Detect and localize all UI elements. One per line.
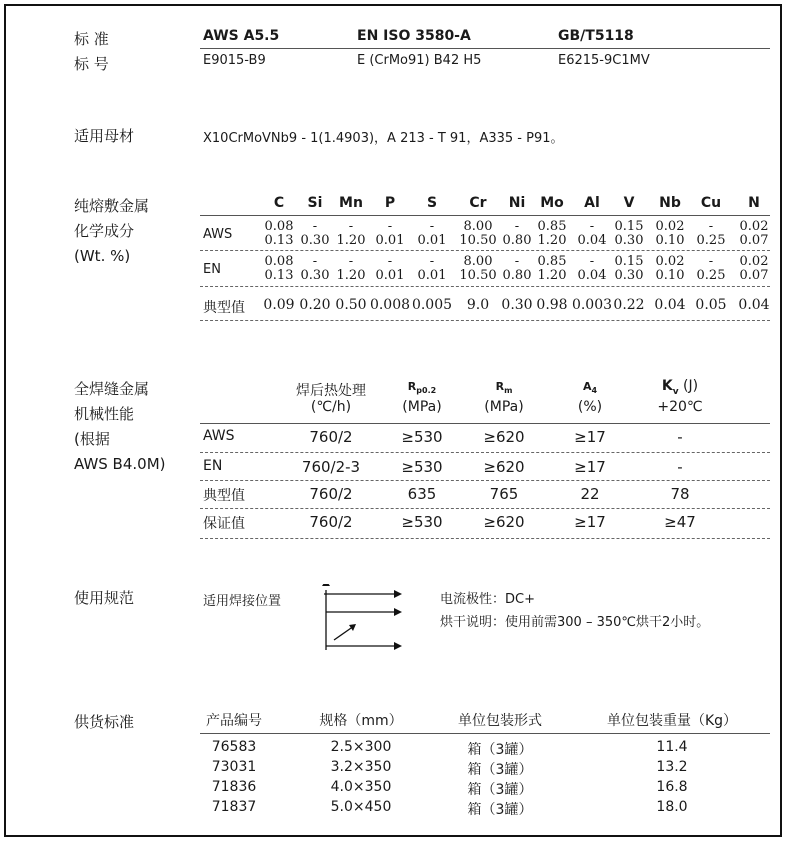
chem-cell-min: 0.02 <box>655 219 685 234</box>
chem-cell-max: 0.01 <box>375 268 405 283</box>
chem-divider <box>200 286 770 287</box>
mech-label-line4: AWS B4.0M) <box>74 455 166 473</box>
polarity-text: 电流极性：DC+ <box>440 592 535 607</box>
standards-divider <box>200 48 770 49</box>
mech-row-label: 典型值 <box>203 488 245 504</box>
chem-cell-max: 0.80 <box>502 268 532 283</box>
mech-row-label: AWS <box>203 428 235 444</box>
supply-divider <box>200 733 770 734</box>
mech-header-unit: (MPa) <box>484 399 524 415</box>
chem-cell-typical: 0.98 <box>536 297 568 313</box>
chem-cell-min: 0.15 <box>614 254 644 269</box>
standards-label-line1: 标 准 <box>74 30 109 48</box>
chem-cell-min: - <box>589 254 595 269</box>
chem-cell-min: 8.00 <box>463 219 493 234</box>
mech-header-unit: (%) <box>577 399 603 415</box>
chem-cell-max: 0.30 <box>614 233 644 248</box>
chem-header-cell: Mo <box>540 195 564 211</box>
supply-cell: 4.0×350 <box>330 779 392 795</box>
mech-cell: ≥47 <box>664 513 696 531</box>
chem-cell-max: 0.25 <box>696 233 726 248</box>
chem-cell-min: - <box>429 254 435 269</box>
welding-position-icon <box>318 584 404 656</box>
supply-cell: 5.0×450 <box>330 799 392 815</box>
chem-cell-max: 0.25 <box>696 268 726 283</box>
chem-cell-max: 0.13 <box>264 233 294 248</box>
chem-cell-typical: 0.04 <box>654 297 686 313</box>
standards-label-line2: 标 号 <box>74 55 109 73</box>
supply-cell: 3.2×350 <box>330 759 392 775</box>
supply-cell: 76583 <box>211 739 257 755</box>
mech-header-unit: (℃/h) <box>310 399 352 415</box>
supply-cell: 71836 <box>211 779 257 795</box>
supply-header-cell: 规格（mm） <box>319 713 403 729</box>
mech-divider <box>200 452 770 453</box>
chem-cell-min: - <box>387 219 393 234</box>
chem-header-cell: Nb <box>659 195 681 211</box>
chem-cell-max: 0.30 <box>300 233 330 248</box>
mech-cell: 760/2 <box>309 485 353 503</box>
chem-header-cell: P <box>384 195 396 211</box>
chem-cell-min: 0.02 <box>739 219 769 234</box>
mech-label-line3: (根据 <box>74 430 110 448</box>
chem-label-line1: 纯熔敷金属 <box>74 197 150 215</box>
mech-divider <box>200 480 770 481</box>
chem-cell-min: - <box>312 219 318 234</box>
mech-divider <box>200 508 770 509</box>
chem-cell-max: 1.20 <box>537 233 567 248</box>
chem-row-label: 典型值 <box>203 300 245 316</box>
chem-cell-min: 0.85 <box>537 219 567 234</box>
chem-cell-min: - <box>429 219 435 234</box>
chem-cell-typical: 0.20 <box>299 297 331 313</box>
mech-header-unit: (MPa) <box>402 399 442 415</box>
chem-header-cell: Cr <box>469 195 487 211</box>
chem-header-cell: C <box>273 195 285 211</box>
chem-divider <box>200 215 770 216</box>
supply-label: 供货标准 <box>74 713 135 731</box>
chem-cell-max: 0.01 <box>417 268 447 283</box>
chem-cell-min: - <box>589 219 595 234</box>
standard-aws: AWS A5.5 <box>203 28 280 44</box>
chem-header-cell: S <box>426 195 438 211</box>
chem-cell-max: 0.07 <box>739 233 769 248</box>
mech-cell: - <box>677 458 683 476</box>
supply-header-cell: 产品编号 <box>206 713 262 729</box>
mech-row-label: 保证值 <box>203 516 245 532</box>
chem-cell-min: - <box>514 254 520 269</box>
mech-cell: 635 <box>407 485 437 503</box>
chem-cell-min: - <box>708 254 714 269</box>
chem-cell-max: 0.04 <box>577 233 607 248</box>
chem-header-cell: V <box>623 195 635 211</box>
chem-cell-typical: 0.30 <box>501 297 533 313</box>
chem-cell-min: - <box>312 254 318 269</box>
mech-cell: - <box>677 428 683 446</box>
mech-cell: 765 <box>489 485 519 503</box>
chem-cell-max: 0.01 <box>375 233 405 248</box>
mech-cell: 78 <box>670 485 690 503</box>
chem-label-line2: 化学成分 <box>74 222 135 240</box>
base-metal-text: X10CrMoVNb9 - 1(1.4903)，A 213 - T 91，A335 - P91。 <box>203 131 564 146</box>
mech-label-line1: 全焊缝金属 <box>74 380 150 398</box>
mech-header-impact: $K_v$ (J) <box>661 378 699 397</box>
mech-cell: ≥530 <box>401 428 443 446</box>
chem-cell-typical: 0.008 <box>369 297 411 313</box>
chem-header-cell: Mn <box>339 195 363 211</box>
chem-cell-typical: 0.005 <box>411 297 453 313</box>
supply-header-cell: 单位包装重量（Kg） <box>606 713 738 729</box>
chem-cell-typical: 0.003 <box>571 297 613 313</box>
chem-cell-max: 0.13 <box>264 268 294 283</box>
mech-cell: ≥530 <box>401 458 443 476</box>
chem-cell-min: 0.08 <box>264 219 294 234</box>
chem-cell-max: 0.30 <box>614 268 644 283</box>
supply-cell: 箱（3罐） <box>467 762 533 778</box>
supply-cell: 11.4 <box>656 739 688 755</box>
mech-cell: ≥17 <box>574 458 606 476</box>
chem-cell-typical: 0.04 <box>738 297 770 313</box>
chem-cell-typical: 0.22 <box>613 297 645 313</box>
mech-cell: ≥620 <box>483 458 525 476</box>
chem-cell-max: 1.20 <box>336 233 366 248</box>
chem-cell-min: 0.08 <box>264 254 294 269</box>
chem-cell-min: - <box>708 219 714 234</box>
chem-cell-max: 0.80 <box>502 233 532 248</box>
supply-cell: 2.5×300 <box>330 739 392 755</box>
mech-header-symbol: $R_{p0.2}$ <box>407 380 437 396</box>
chem-cell-max: 10.50 <box>459 268 497 283</box>
chem-header-cell: N <box>748 195 760 211</box>
chem-header-cell: Ni <box>508 195 526 211</box>
chem-label-line3: (Wt. %) <box>74 247 131 265</box>
standard-gb: GB/T5118 <box>558 28 634 44</box>
chem-cell-min: - <box>387 254 393 269</box>
chem-cell-max: 1.20 <box>537 268 567 283</box>
chem-header-cell: Si <box>307 195 323 211</box>
chem-cell-typical: 0.50 <box>335 297 367 313</box>
chem-cell-max: 0.04 <box>577 268 607 283</box>
chem-cell-typical: 9.0 <box>466 297 490 313</box>
standard-en: EN ISO 3580-A <box>357 28 471 44</box>
mech-header-symbol: $R_m$ <box>495 380 513 396</box>
chem-cell-max: 1.20 <box>336 268 366 283</box>
mech-row-label: EN <box>203 458 223 474</box>
chem-cell-max: 0.30 <box>300 268 330 283</box>
chem-divider <box>200 320 770 321</box>
supply-cell: 16.8 <box>656 779 688 795</box>
supply-cell: 73031 <box>211 759 257 775</box>
mech-cell: ≥620 <box>483 428 525 446</box>
chem-row-label: EN <box>203 262 221 277</box>
mech-cell: ≥620 <box>483 513 525 531</box>
code-aws: E9015-B9 <box>203 53 266 68</box>
mech-divider <box>200 423 770 424</box>
chem-cell-max: 0.10 <box>655 268 685 283</box>
chem-row-label: AWS <box>203 227 233 242</box>
supply-header-cell: 单位包装形式 <box>458 713 542 729</box>
chem-header-cell: Cu <box>700 195 722 211</box>
chem-cell-max: 10.50 <box>459 233 497 248</box>
chem-cell-min: 0.02 <box>739 254 769 269</box>
chem-cell-min: 0.02 <box>655 254 685 269</box>
mech-cell: 760/2-3 <box>301 458 361 476</box>
chem-divider <box>200 250 770 251</box>
mech-cell: ≥17 <box>574 428 606 446</box>
usage-label: 使用规范 <box>74 589 135 607</box>
welding-position-label: 适用焊接位置 <box>203 594 282 609</box>
mech-label-line2: 机械性能 <box>74 405 135 423</box>
mech-cell: 22 <box>580 485 600 503</box>
mech-cell: ≥17 <box>574 513 606 531</box>
supply-cell: 18.0 <box>656 799 688 815</box>
mech-cell: 760/2 <box>309 513 353 531</box>
chem-cell-min: 8.00 <box>463 254 493 269</box>
base-metal-label: 适用母材 <box>74 127 135 145</box>
chem-cell-min: - <box>348 254 354 269</box>
chem-header-cell: Al <box>584 195 600 211</box>
mech-header-treatment: 焊后热处理 <box>296 383 366 399</box>
supply-cell: 箱（3罐） <box>467 742 533 758</box>
chem-cell-min: 0.15 <box>614 219 644 234</box>
supply-cell: 箱（3罐） <box>467 782 533 798</box>
chem-cell-min: - <box>514 219 520 234</box>
supply-cell: 箱（3罐） <box>467 802 533 818</box>
chem-cell-typical: 0.09 <box>263 297 295 313</box>
chem-cell-max: 0.07 <box>739 268 769 283</box>
mech-header-unit: +20℃ <box>657 399 703 415</box>
chem-cell-min: 0.85 <box>537 254 567 269</box>
mech-cell: 760/2 <box>309 428 353 446</box>
supply-cell: 71837 <box>211 799 257 815</box>
mech-divider <box>200 538 770 539</box>
chem-cell-min: - <box>348 219 354 234</box>
mech-cell: ≥530 <box>401 513 443 531</box>
supply-cell: 13.2 <box>656 759 688 775</box>
drying-text: 烘干说明：使用前需300 – 350℃烘干2小时。 <box>440 615 710 630</box>
code-en: E (CrMo91) B42 H5 <box>357 53 482 68</box>
chem-cell-typical: 0.05 <box>695 297 727 313</box>
mech-header-symbol: $A_4$ <box>582 380 598 396</box>
code-gb: E6215-9C1MV <box>558 53 650 68</box>
chem-cell-max: 0.01 <box>417 233 447 248</box>
chem-cell-max: 0.10 <box>655 233 685 248</box>
